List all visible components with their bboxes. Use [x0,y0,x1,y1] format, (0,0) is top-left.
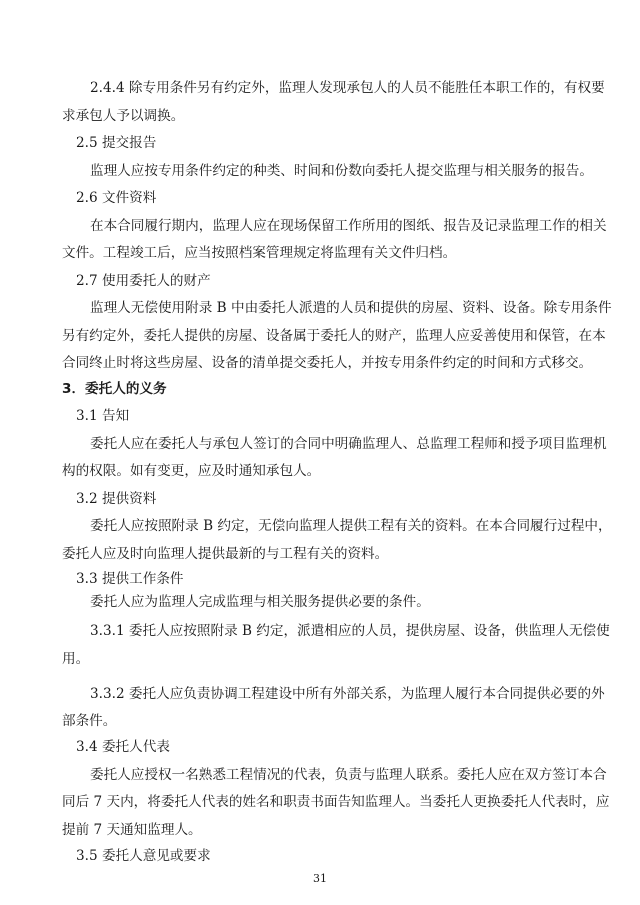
paragraph-2-7-line-2: 另有约定外，委托人提供的房屋、设备属于委托人的财产，监理人应妥善使用和保管，在本 [62,328,606,344]
paragraph-2-7-line-1: 监理人无偿使用附录 B 中由委托人派遣的人员和提供的房屋、资料、设备。除专用条件 [90,300,612,316]
paragraph-3-4-line-1: 委托人应授权一名熟悉工程情况的代表，负责与监理人联系。委托人应在双方签订本合 [90,767,607,783]
paragraph-2-5: 监理人应按专用条件约定的种类、时间和份数向委托人提交监理与相关服务的报告。 [90,163,593,179]
paragraph-3-3-1-line-2: 用。 [62,651,90,667]
heading-2-7: 2.7 使用委托人的财产 [76,273,211,289]
heading-2-5: 2.5 提交报告 [76,135,157,151]
paragraph-2-6-line-1: 在本合同履行期内，监理人应在现场保留工作所用的图纸、报告及记录监理工作的相关 [90,218,607,234]
paragraph-2-7-line-3: 合同终止时将这些房屋、设备的清单提交委托人，并按专用条件约定的时间和方式移交。 [62,355,593,371]
heading-3-2: 3.2 提供资料 [76,491,157,507]
heading-3-4: 3.4 委托人代表 [76,739,170,755]
heading-3-5: 3.5 委托人意见或要求 [76,848,211,864]
paragraph-3-3-2-line-1: 3.3.2 委托人应负责协调工程建设中所有外部关系，为监理人履行本合同提供必要的外 [90,686,605,702]
paragraph-3-1-line-2: 构的权限。如有变更，应及时通知承包人。 [62,463,321,479]
paragraph-3-4-line-3: 提前 7 天通知监理人。 [62,822,202,838]
page-number: 31 [313,872,327,885]
section-heading-3: 3．委托人的义务 [62,381,167,397]
paragraph-3-3: 委托人应为监理人完成监理与相关服务提供必要的条件。 [90,594,430,610]
paragraph-3-2-line-1: 委托人应按照附录 B 约定，无偿向监理人提供工程有关的资料。在本合同履行过程中， [90,518,612,534]
heading-3-1: 3.1 告知 [76,408,130,424]
paragraph-3-4-line-2: 同后 7 天内，将委托人代表的姓名和职责书面告知监理人。当委托人更换委托人代表时，应 [62,794,610,810]
heading-2-6: 2.6 文件资料 [76,190,157,206]
paragraph-2-4-4-line-1: 2.4.4 除专用条件另有约定外，监理人发现承包人的人员不能胜任本职工作的，有权要 [90,80,605,96]
paragraph-3-1-line-1: 委托人应在委托人与承包人签订的合同中明确监理人、总监理工程师和授予项目监理机 [90,436,607,452]
paragraph-2-6-line-2: 文件。工程竣工后，应当按照档案管理规定将监理有关文件归档。 [62,245,457,261]
heading-3-3: 3.3 提供工作条件 [76,571,184,587]
paragraph-3-3-1-line-1: 3.3.1 委托人应按照附录 B 约定，派遣相应的人员，提供房屋、设备，供监理人无偿使 [90,623,610,639]
paragraph-2-4-4-line-2: 求承包人予以调换。 [62,108,185,124]
paragraph-3-2-line-2: 委托人应及时向监理人提供最新的与工程有关的资料。 [62,546,389,562]
paragraph-3-3-2-line-2: 部条件。 [62,713,117,729]
